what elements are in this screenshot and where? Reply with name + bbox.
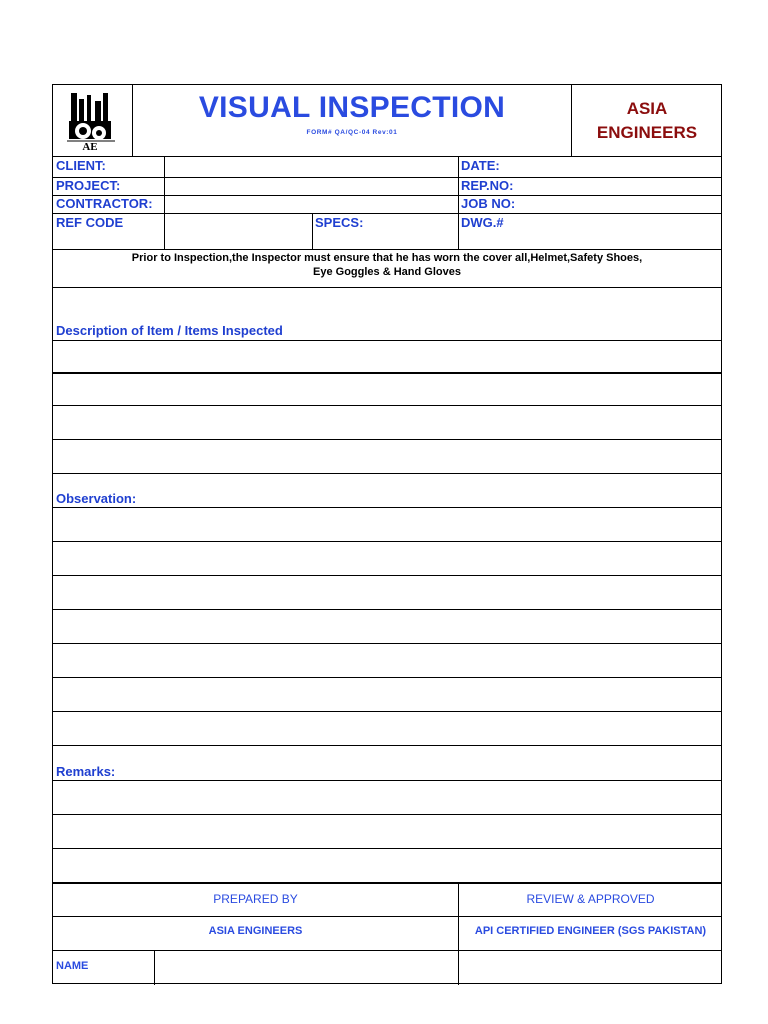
divider (53, 745, 721, 746)
divider (53, 439, 721, 440)
divider (53, 156, 721, 157)
divider (53, 916, 721, 917)
divider (164, 156, 165, 249)
date-label: DATE: (461, 158, 500, 173)
divider (53, 541, 721, 542)
divider (53, 287, 721, 288)
contractor-label: CONTRACTOR: (56, 196, 153, 211)
divider (53, 177, 721, 178)
divider (53, 195, 721, 196)
company-name-line2: ENGINEERS (596, 123, 698, 142)
divider (53, 405, 721, 406)
divider (53, 507, 721, 508)
job-no-label: JOB NO: (461, 196, 516, 211)
dwg-label: DWG.# (461, 215, 504, 230)
divider (53, 249, 721, 250)
divider (53, 814, 721, 815)
divider (53, 473, 721, 474)
divider (53, 575, 721, 576)
remarks-heading: Remarks: (56, 764, 116, 779)
divider (53, 677, 721, 678)
divider (53, 882, 721, 884)
logo-text: AE (82, 141, 98, 153)
safety-notice-line2: Eye Goggles & Hand Gloves (313, 266, 461, 278)
safety-notice (53, 251, 721, 279)
divider (53, 372, 721, 374)
divider (53, 711, 721, 712)
divider (53, 609, 721, 610)
divider (53, 643, 721, 644)
approved-by-org: API CERTIFIED ENGINEER (SGS PAKISTAN) (474, 925, 707, 937)
inspection-form (52, 84, 722, 984)
company-name (571, 97, 723, 145)
review-approved-heading: REVIEW & APPROVED (526, 892, 655, 906)
divider (458, 156, 459, 249)
divider (53, 780, 721, 781)
observation-heading: Observation: (56, 491, 137, 506)
safety-notice-line1: Prior to Inspection,the Inspector must ensure that he has worn the cover all,Helmet,Safety Shoes, (131, 252, 643, 264)
form-number: FORM# QA/QC-04 Rev:01 (306, 129, 398, 136)
description-heading: Description of Item / Items Inspected (56, 323, 283, 338)
company-name-line1: ASIA (626, 99, 668, 118)
prepared-by-org: ASIA ENGINEERS (208, 925, 303, 937)
divider (312, 213, 313, 249)
project-label: PROJECT: (56, 178, 121, 193)
rep-no-label: REP.NO: (461, 178, 514, 193)
prepared-by-heading: PREPARED BY (213, 892, 298, 906)
divider (53, 848, 721, 849)
client-label: CLIENT: (56, 158, 106, 173)
page-title: VISUAL INSPECTION (198, 91, 506, 124)
name-label: NAME (56, 960, 89, 972)
divider (53, 213, 721, 214)
specs-label: SPECS: (315, 215, 364, 230)
ref-code-label: REF CODE (56, 215, 124, 230)
divider (53, 340, 721, 341)
divider (154, 950, 155, 985)
company-logo (65, 91, 121, 155)
